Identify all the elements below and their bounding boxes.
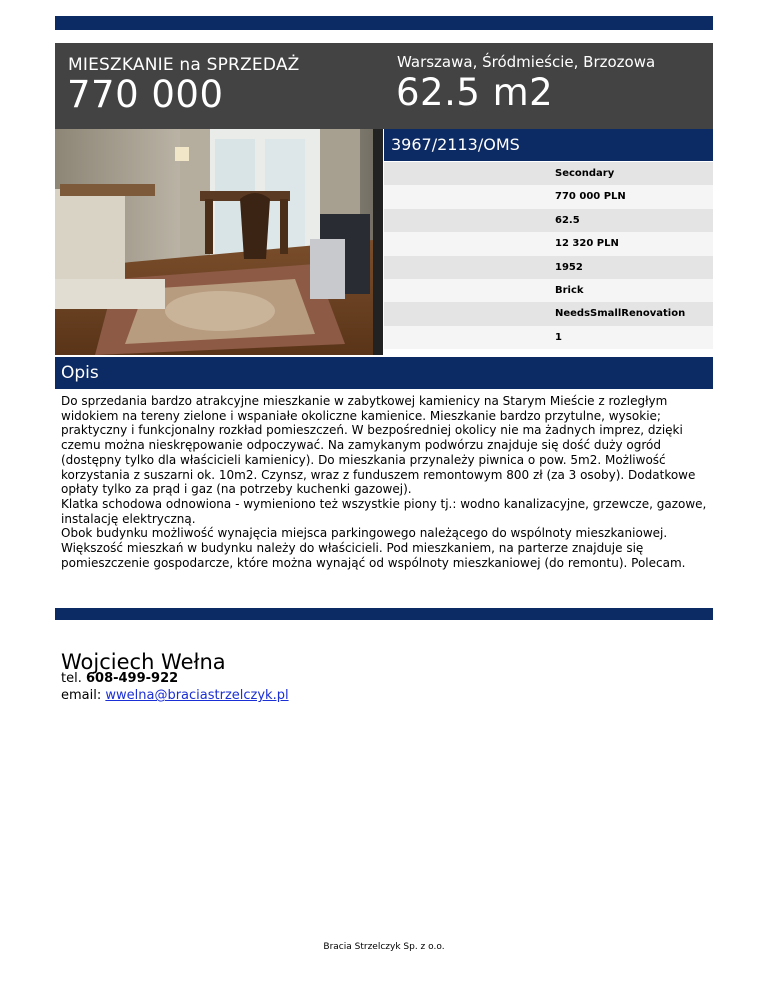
listing-header xyxy=(55,43,713,129)
details-row xyxy=(384,326,713,349)
top-bar xyxy=(55,16,713,30)
details-value: Brick xyxy=(555,284,584,296)
agent-name: Wojciech Wełna xyxy=(61,650,226,674)
email-link[interactable]: wwelna@braciastrzelczyk.pl xyxy=(105,688,289,703)
details-value: 1 xyxy=(555,331,562,343)
listing-location: Warszawa, Śródmieście, Brzozowa xyxy=(397,53,656,71)
listing-type: MIESZKANIE na SPRZEDAŻ xyxy=(68,55,300,75)
description-text: Do sprzedania bardzo atrakcyjne mieszkanie w zabytkowej kamienicy na Starym Mieście z rozległym widokiem na tereny zielone i wspaniałe okoliczne kamienice. Mieszkanie bardzo przytulne, wysokie; praktyczny i funkcjonalny rozkład pomieszczeń. W bezpośredniej okolicy nie ma żadnych imprez, dzięki czemu można nieskrępowanie odpoczywać. Na zamykanym podwórzu znajduje się dość duży ogród (dostępny tylko dla właścicieli kamienicy). Do mieszkania przynależy piwnica o pow. 5m2. Możliwość korzystania z suszarni ok. 10m2. Czynsz, wraz z funduszem remontowym 800 zł (za 3 osoby). Dodatkowe opłaty tylko za prąd i gaz (na potrzeby kuchenki gazowej). Klatka schodowa odnowiona - wymieniono też wszystkie piony tj.: wodno kanalizacyjne, grzewcze, gazowe, instalację elektryczną. Obok budynku możliwość wynajęcia miejsca parkingowego należącego do wspólnoty mieszkaniowej. Większość mieszkań w budynku należy do właścicieli. Pod mieszkaniem, na parterze znajduje się pomieszczenie gospodarcze, które można wynająć od wspólnoty mieszkaniowej (do remontu). Polecam. xyxy=(61,394,707,570)
apartment-photo xyxy=(55,129,383,355)
details-value: 12 320 PLN xyxy=(555,238,619,250)
details-row xyxy=(384,279,713,302)
listing-area: 62.5 m2 xyxy=(396,71,554,114)
details-row xyxy=(384,162,713,185)
reference-number: 3967/2113/OMS xyxy=(391,135,520,154)
details-row xyxy=(384,209,713,232)
phone-label: tel. xyxy=(61,671,82,686)
details-value: 62.5 xyxy=(555,214,580,226)
details-row xyxy=(384,302,713,325)
footer-company: Bracia Strzelczyk Sp. z o.o. xyxy=(323,942,445,952)
details-value: NeedsSmallRenovation xyxy=(555,308,686,320)
details-row xyxy=(384,256,713,279)
details-row xyxy=(384,232,713,255)
description-heading: Opis xyxy=(61,363,99,383)
bottom-bar xyxy=(55,608,713,620)
details-value: 770 000 PLN xyxy=(555,191,626,203)
description-heading-bar xyxy=(55,357,713,389)
agent-email xyxy=(61,688,289,703)
details-row xyxy=(384,185,713,208)
agent-phone xyxy=(61,671,178,686)
phone-number[interactable]: 608-499-922 xyxy=(85,671,179,686)
listing-price: 770 000 xyxy=(67,73,224,116)
details-value: 1952 xyxy=(555,261,583,273)
reference-bar xyxy=(384,129,713,161)
details-value: Secondary xyxy=(555,168,615,179)
details-table xyxy=(384,162,713,349)
email-label: email: xyxy=(61,688,102,703)
